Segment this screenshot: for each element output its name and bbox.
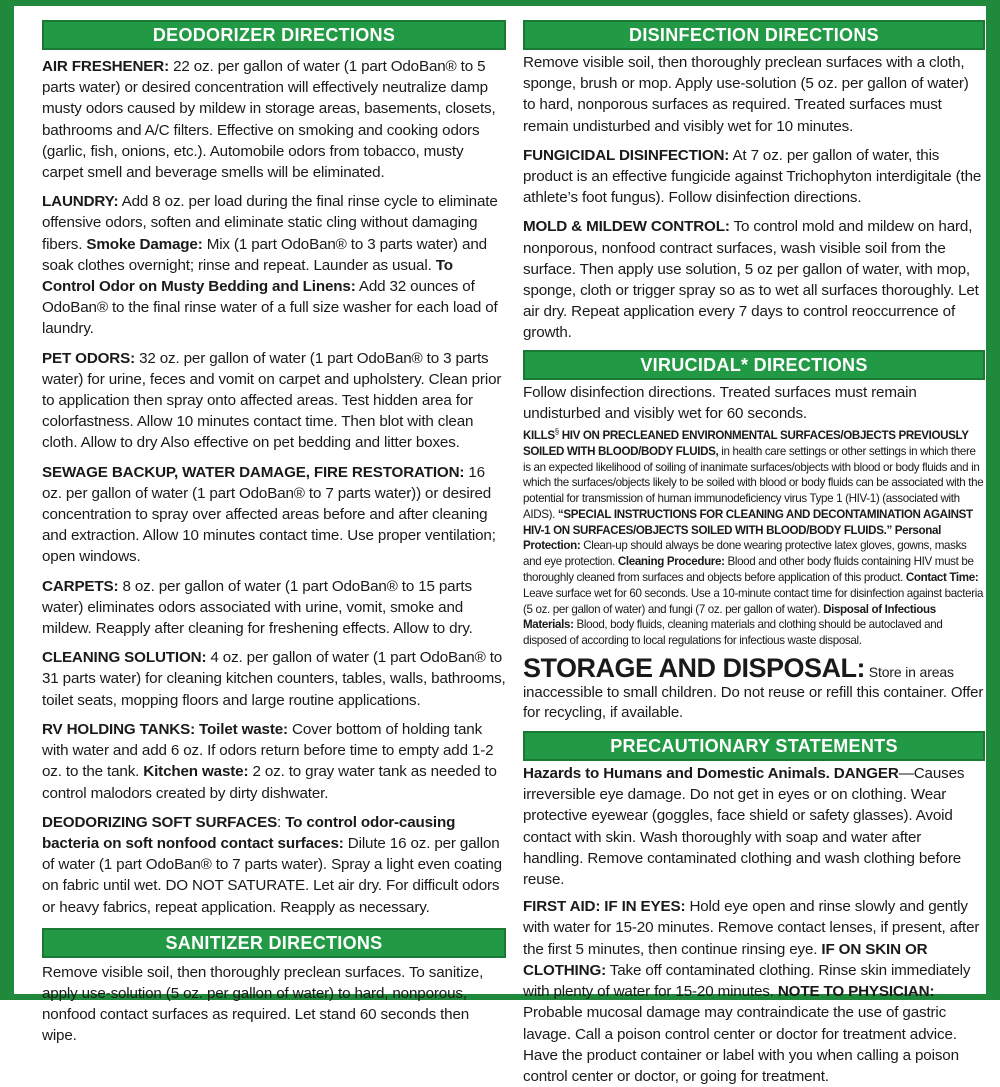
pet-odors-text: 32 oz. per gallon of water (1 part OdoBan® to 3 parts water) for urine, feces and vomit on carpet and upholstery. Clean prior to application then spray onto affected areas. Test hidden area for colorfastness. Allow 10 minutes contact time. Then blot with clean cloth. Allow to dry Also effective on pet bedding and litter boxes.	[42, 349, 502, 452]
cleaning-solution-paragraph	[42, 647, 506, 711]
fungicidal-text: At 7 oz. per gallon of water, this product is an effective fungicide against Trichophyton interdigitale (the athlete’s foot fungus). Follow disinfection directions.	[523, 146, 982, 207]
kills-text: in health care settings or other settings in which there is an expected likelihood of soiling of inanimate surfaces/objects with blood or body fluids and in which the surfaces/objects likely to be soiled with blood or body fluids can be associated with the potential for transmission of human immunodeficiency virus Type 1 (HIV-1) (associated with AIDS).	[523, 444, 984, 521]
deodorizer-header: DEODORIZER DIRECTIONS	[42, 20, 506, 50]
virucidal-fine-print	[523, 424, 985, 649]
kitchen-waste-text: 2 oz. to gray water tank as needed to control malodors created by dirty dishwater.	[42, 763, 497, 802]
rv-tanks-paragraph	[42, 719, 506, 804]
hazards-paragraph	[523, 763, 985, 890]
soft-surfaces-paragraph	[42, 812, 506, 918]
sewage-lead: SEWAGE BACKUP, WATER DAMAGE, FIRE RESTORATION:	[42, 463, 465, 481]
fungicidal-lead: FUNGICIDAL DISINFECTION:	[523, 146, 730, 164]
virucidal-text: Follow disinfection directions. Treated surfaces must remain undisturbed and visibly wet for 60 seconds.	[523, 383, 917, 422]
first-aid-text: Hold eye open and rinse slowly and gently with water for 15-20 minutes. Remove contact lenses, if present, after the first 5 minutes, then continue rinsing eye.	[523, 898, 980, 958]
left-column	[42, 20, 506, 1047]
sewage-paragraph	[42, 462, 506, 568]
procedure-lead: Cleaning Procedure:	[617, 555, 725, 569]
kitchen-waste-lead: Kitchen waste:	[143, 763, 249, 781]
first-aid-paragraph	[523, 896, 985, 1087]
right-column	[523, 20, 985, 1087]
special-text: Clean-up should always be done wearing protective latex gloves, gowns, masks and eye protection.	[523, 539, 967, 569]
mold-text: To control mold and mildew on hard, nonporous, nonfood contract surfaces, wash visible soil from the surface. Then apply use solution, 5 oz per gallon of water, with mop, sponge, cloth or trigger spray so as to wet all surfaces thoroughly. Let air dry. Repeat application every 7 days to control reoccurrence of growth.	[523, 218, 979, 342]
fungicidal-paragraph	[523, 145, 985, 209]
mold-lead: MOLD & MILDEW CONTROL:	[523, 218, 730, 236]
hazards-text: —Causes irreversible eye damage. Do not get in eyes or on clothing. Wear protective eyewear (goggles, face shield or safety glasses). Avoid contact with skin. Wash thoroughly with soap and water after handling. Remove contaminated clothing and wash clothing before reuse.	[523, 765, 965, 889]
carpets-text: 8 oz. per gallon of water (1 part OdoBan® to 15 parts water) eliminates odors associated with urine, vomit, smoke and mildew. Reapply after cleaning for freshening effects. Allow to dry.	[42, 577, 473, 638]
rv-tanks-text: Cover bottom of holding tank with water and add 6 oz. If odors return before time to empty add 1-2 oz. to the tank.	[42, 720, 494, 781]
first-aid-lead: FIRST AID: IF IN EYES:	[523, 898, 686, 916]
special-lead: “SPECIAL INSTRUCTIONS FOR CLEANING AND DECONTAMINATION AGAINST HIV-1 ON SURFACES/OBJECTS SOILED WITH BLOOD/BODY FLUIDS.” Personal Protection:	[523, 507, 973, 553]
contact-lead: Contact Time:	[905, 571, 979, 585]
mold-paragraph	[523, 216, 985, 343]
soft-surfaces-lead: DEODORIZING SOFT SURFACES	[42, 813, 278, 831]
storage-paragraph	[523, 653, 985, 723]
skin-text: Take off contaminated clothing. Rinse skin immediately with plenty of water for 15-20 minutes.	[523, 961, 971, 1001]
physician-lead: NOTE TO PHYSICIAN:	[777, 983, 935, 1001]
hazards-lead: Hazards to Humans and Domestic Animals. DANGER	[523, 765, 899, 783]
laundry-lead: LAUNDRY:	[42, 193, 119, 211]
pet-odors-lead: PET ODORS:	[42, 349, 136, 367]
rv-tanks-lead: RV HOLDING TANKS: Toilet waste:	[42, 720, 288, 738]
sewage-text: 16 oz. per gallon of water (1 part OdoBan® to 7 parts water)) or desired concentration to spray over affected areas before and after cleaning and extraction. Allow 10 minutes contact time. Use proper ventilation; open windows.	[42, 463, 496, 566]
precautionary-header: PRECAUTIONARY STATEMENTS	[523, 731, 985, 761]
smoke-damage-lead: Smoke Damage:	[86, 235, 203, 253]
sanitizer-header: SANITIZER DIRECTIONS	[42, 928, 506, 958]
soft-surfaces-lead2: To control odor-causing bacteria on soft nonfood contact surfaces:	[42, 813, 456, 852]
laundry-text: Add 8 oz. per load during the final rinse cycle to eliminate offensive odors, soften and eliminate static cling without damaging fibers.	[42, 193, 498, 253]
bedding-text: Add 32 ounces of OdoBan® to the final rinse water of a full size washer for each load of laundry.	[42, 278, 498, 338]
storage-text-small: Store in areas	[865, 664, 954, 681]
contact-text: Leave surface wet for 60 seconds. Use a 10-minute contact time for disinfection against bacteria (5 oz. per gallon of water) and fungi (7 oz. per gallon of water).	[523, 586, 984, 616]
virucidal-header: VIRUCIDAL* DIRECTIONS	[523, 350, 985, 380]
cleaning-solution-lead: CLEANING SOLUTION:	[42, 649, 207, 667]
carpets-paragraph	[42, 576, 506, 640]
air-freshener-lead: AIR FRESHENER:	[42, 58, 170, 75]
skin-lead: IF ON SKIN OR CLOTHING:	[523, 940, 928, 979]
disinfection-header: DISINFECTION DIRECTIONS	[523, 20, 985, 50]
disinfection-text: Remove visible soil, then thoroughly preclean surfaces with a cloth, sponge, brush or mop. Apply use-solution (5 oz. per gallon of water) to hard, nonporous surfaces as required. Treated surfaces must remain undisturbed and visibly wet for 10 minutes.	[523, 54, 969, 135]
disposal-lead: Disposal of Infectious Materials:	[523, 602, 936, 632]
physician-text: Probable mucosal damage may contraindicate the use of gastric lavage. Call a poison control center or doctor for treatment advice. Have the product container or label with you when calling a poison control center or doctor, or going for treatment.	[523, 1004, 959, 1085]
soft-surfaces-colon: :	[277, 813, 286, 831]
air-freshener-paragraph	[42, 56, 506, 183]
carpets-lead: CARPETS:	[42, 577, 119, 595]
kills-lead2: HIV ON PRECLEANED ENVIRONMENTAL SURFACES/OBJECTS PREVIOUSLY SOILED WITH BLOOD/BODY FLUIDS,	[523, 428, 969, 458]
kills-superscript: §	[554, 427, 559, 437]
cleaning-solution-text: 4 oz. per gallon of water (1 part OdoBan® to 31 parts water) for cleaning kitchen counters, tables, walls, bathrooms, toilet seats, mopping floors and large routine applications.	[42, 649, 506, 709]
storage-text: inaccessible to small children. Do not reuse or refill this container. Offer for recycling, if available.	[523, 684, 984, 722]
procedure-text: Blood and other body fluids containing HIV must be thoroughly cleaned from surfaces and objects before application of this product.	[523, 555, 974, 585]
pet-odors-paragraph	[42, 348, 506, 454]
bedding-lead: To Control Odor on Musty Bedding and Linens:	[42, 256, 453, 296]
soft-surfaces-text: Dilute 16 oz. per gallon of water (1 part OdoBan® to 7 parts water). Spray a light even coating on fabric until wet. DO NOT SATURATE. Let air dry. For difficult odors or heavy fabrics, repeat application. Reapply as necessary.	[42, 834, 502, 916]
smoke-damage-text: Mix (1 part OdoBan® to 3 parts water) and soak clothes overnight; rinse and repeat. Launder as usual.	[42, 235, 487, 274]
storage-title: STORAGE AND DISPOSAL:	[523, 653, 866, 684]
kills-lead: KILLS	[523, 428, 555, 442]
laundry-paragraph	[42, 191, 506, 339]
air-freshener-text: 22 oz. per gallon of water (1 part OdoBan® to 5 parts water) or desired concentration will effectively neutralize damp musty odors caused by mildew in storage areas, basements, closets, bathrooms and A/C filters. Effective on smoking and cooking odors (garlic, fish, onions, etc.). Automobile odors from tobacco, musty carpet smell and beverage smells will be eliminated.	[42, 58, 496, 182]
disposal-text: Blood, body fluids, cleaning materials and clothing should be autoclaved and disposed of according to local regulations for infectious waste disposal.	[523, 618, 943, 648]
sanitizer-text: Remove visible soil, then thoroughly preclean surfaces. To sanitize, apply use-solution (5 oz. per gallon of water) to hard, nonporous, nonfood contact surfaces as required. Let stand 60 seconds then wipe.	[42, 963, 484, 1045]
